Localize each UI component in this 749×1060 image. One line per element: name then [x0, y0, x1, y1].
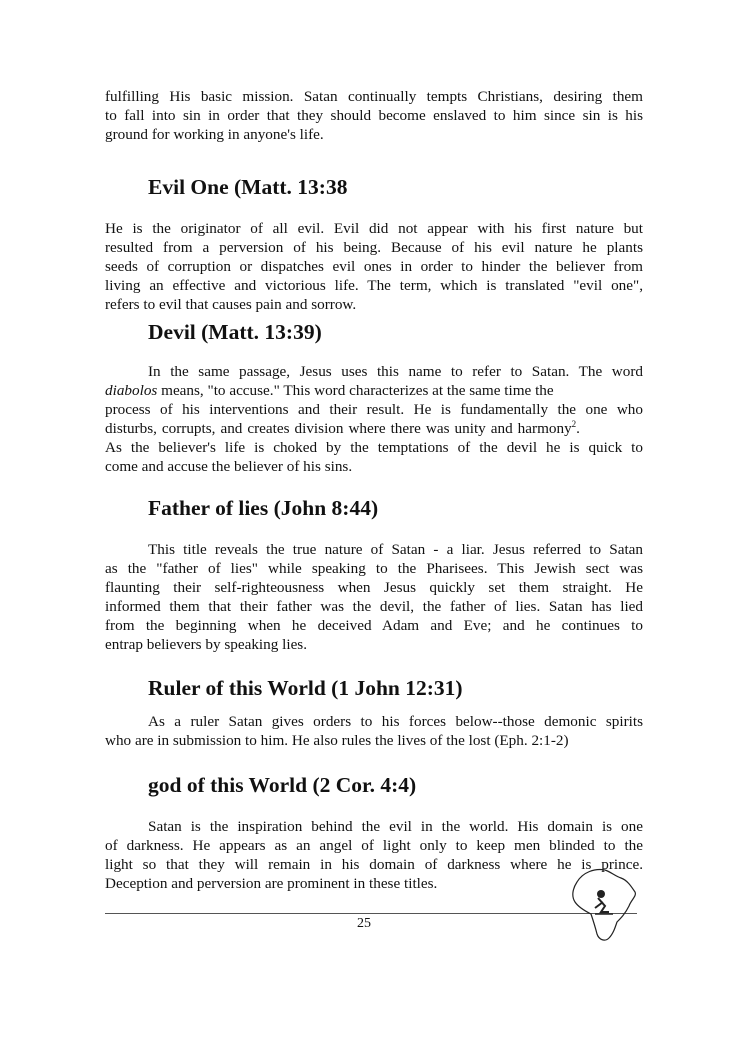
heading-devil: Devil (Matt. 13:39) [148, 320, 322, 344]
text-line: Deception and perversion are prominent in these titles. [105, 875, 438, 892]
text-line: As the believer's life is choked by the temptations of the devil he is quick to [105, 439, 643, 456]
text-line: from the beginning when he deceived Adam and Eve; and he continues to [105, 617, 643, 634]
paragraph-intro [105, 87, 643, 144]
text-line: entrap believers by speaking lies. [105, 636, 308, 653]
text-line: to fall into sin in order that they should become enslaved to him since sin is his [105, 107, 643, 124]
paragraph-ruler [105, 712, 643, 750]
text-segment: means, "to accuse." This word characterizes at the same time the [157, 382, 554, 399]
footer-divider [105, 913, 637, 914]
text-line: process of his interventions and their result. He is fundamentally the one who [105, 401, 643, 418]
text-line [105, 381, 643, 400]
text-line: who are in submission to him. He also rules the lives of the lost (Eph. 2:1-2) [105, 732, 569, 749]
text-line: informed them that their father was the devil, the father of lies. Satan has lied [105, 598, 643, 615]
text-line: ground for working in anyone's life. [105, 126, 324, 143]
text-line: Satan is the inspiration behind the evil in the world. His domain is one [148, 818, 643, 835]
text-line: refers to evil that causes pain and sorrow. [105, 296, 357, 313]
italic-term: diabolos [105, 382, 158, 399]
heading-god-of-world: god of this World (2 Cor. 4:4) [148, 773, 417, 797]
text-line: of darkness. He appears as an angel of light only to keep men blinded to the [105, 837, 643, 854]
text-line: living an effective and victorious life. The term, which is translated "evil one", [105, 277, 643, 294]
text-line: resulted from a perversion of his being. Because of his evil nature he plants [105, 239, 643, 256]
text-segment: . [576, 420, 580, 437]
text-line: As a ruler Satan gives orders to his forces below--those demonic spirits [148, 713, 643, 730]
text-line [105, 419, 643, 438]
heading-father-of-lies: Father of lies (John 8:44) [148, 496, 379, 520]
paragraph-god-of-world [105, 817, 643, 893]
heading-ruler: Ruler of this World (1 John 12:31) [148, 676, 463, 700]
text-segment: disturbs, corrupts, and creates division where there was unity and harmony [105, 420, 572, 437]
text-line: flaunting their self-righteousness when Jesus quickly set them straight. He [105, 579, 643, 596]
text-line: light so that they will remain in his domain of darkness where he is prince. [105, 856, 643, 873]
paragraph-father-of-lies [105, 540, 643, 654]
text-line: This title reveals the true nature of Satan - a liar. Jesus referred to Satan [148, 541, 643, 558]
text-line: fulfilling His basic mission. Satan continually tempts Christians, desiring them [105, 88, 643, 105]
text-line: seeds of corruption or dispatches evil ones in order to hinder the believer from [105, 258, 643, 275]
footnote-ref[interactable]: 2 [571, 419, 577, 429]
text-line: He is the originator of all evil. Evil did not appear with his first nature but [105, 220, 643, 237]
text-line: as the "father of lies" while speaking to the Pharisees. This Jewish sect was [105, 560, 643, 577]
page-number: 25 [357, 916, 371, 931]
paragraph-devil [105, 362, 643, 476]
africa-logo-icon [565, 862, 645, 947]
heading-evil-one: Evil One (Matt. 13:38 [148, 175, 348, 199]
paragraph-evil-one [105, 219, 643, 314]
text-line: come and accuse the believer of his sins. [105, 458, 353, 475]
text-line: In the same passage, Jesus uses this name to refer to Satan. The word [148, 363, 643, 380]
